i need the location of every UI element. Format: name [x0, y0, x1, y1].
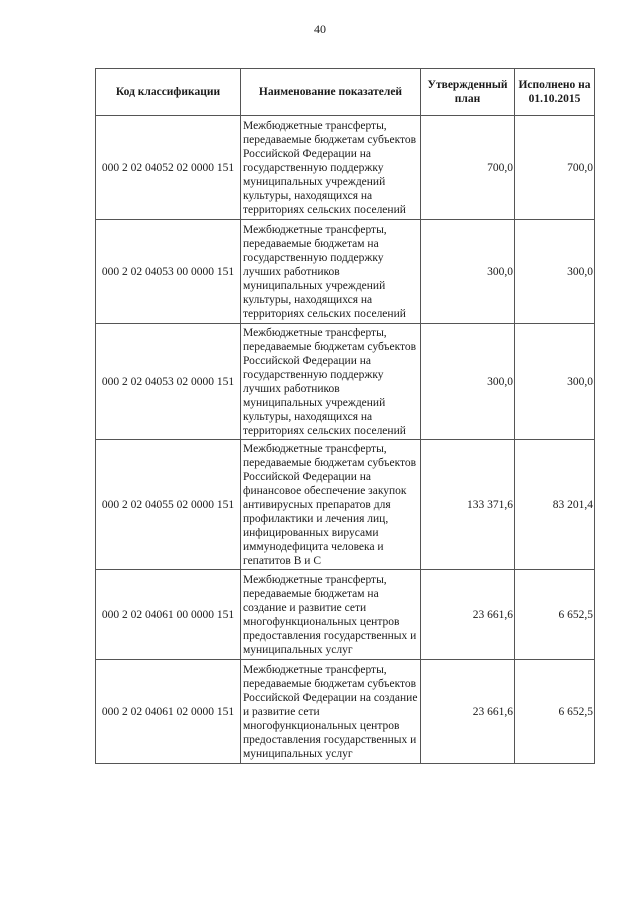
- table-row: [96, 220, 595, 324]
- row-name: Межбюджетные трансферты, передаваемые бюджетам на создание и развитие сети многофункциональных центров предоставления государственных и муниципальных услуг: [241, 570, 421, 660]
- row-name: Межбюджетные трансферты, передаваемые бюджетам субъектов Российской Федерации на финансовое обеспечение закупок антивирусных препаратов для профилактики и лечения лиц, инфицированных вирусами иммунодефицита человека и гепатитов В и С: [241, 440, 421, 570]
- row-executed: 6 652,5: [515, 570, 595, 660]
- row-executed: 300,0: [515, 220, 595, 324]
- budget-table: [95, 68, 595, 764]
- row-executed: 6 652,5: [515, 660, 595, 764]
- table-row: [96, 324, 595, 440]
- header-code: Код классификации: [96, 69, 241, 116]
- row-approved: 300,0: [421, 220, 515, 324]
- row-code: 000 2 02 04061 02 0000 151: [96, 660, 241, 764]
- row-name: Межбюджетные трансферты, передаваемые бюджетам субъектов Российской Федерации на создание и развитие сети многофункциональных центров предоставления государственных и муниципальных услуг: [241, 660, 421, 764]
- table-row: [96, 570, 595, 660]
- header-approved: Утвержденный план: [421, 69, 515, 116]
- row-code: 000 2 02 04052 02 0000 151: [96, 116, 241, 220]
- row-executed: 700,0: [515, 116, 595, 220]
- table-row: [96, 116, 595, 220]
- row-name: Межбюджетные трансферты, передаваемые бюджетам на государственную поддержку лучших работников муниципальных учреждений культуры, находящихся на территориях сельских поселений: [241, 220, 421, 324]
- row-approved: 23 661,6: [421, 570, 515, 660]
- row-code: 000 2 02 04061 00 0000 151: [96, 570, 241, 660]
- row-approved: 300,0: [421, 324, 515, 440]
- row-approved: 23 661,6: [421, 660, 515, 764]
- row-executed: 300,0: [515, 324, 595, 440]
- row-executed: 83 201,4: [515, 440, 595, 570]
- row-approved: 133 371,6: [421, 440, 515, 570]
- header-name: Наименование показателей: [241, 69, 421, 116]
- page-number: 40: [314, 22, 326, 36]
- table-header-row: [96, 69, 595, 116]
- row-name: Межбюджетные трансферты, передаваемые бюджетам субъектов Российской Федерации на государственную поддержку муниципальных учреждений культуры, находящихся на территориях сельских поселений: [241, 116, 421, 220]
- row-name: Межбюджетные трансферты, передаваемые бюджетам субъектов Российской Федерации на государственную поддержку лучших работников муниципальных учреждений культуры, находящихся на территориях сельских поселений: [241, 324, 421, 440]
- row-approved: 700,0: [421, 116, 515, 220]
- table-row: [96, 660, 595, 764]
- table-row: [96, 440, 595, 570]
- header-executed: Исполнено на 01.10.2015: [515, 69, 595, 116]
- row-code: 000 2 02 04053 02 0000 151: [96, 324, 241, 440]
- row-code: 000 2 02 04055 02 0000 151: [96, 440, 241, 570]
- row-code: 000 2 02 04053 00 0000 151: [96, 220, 241, 324]
